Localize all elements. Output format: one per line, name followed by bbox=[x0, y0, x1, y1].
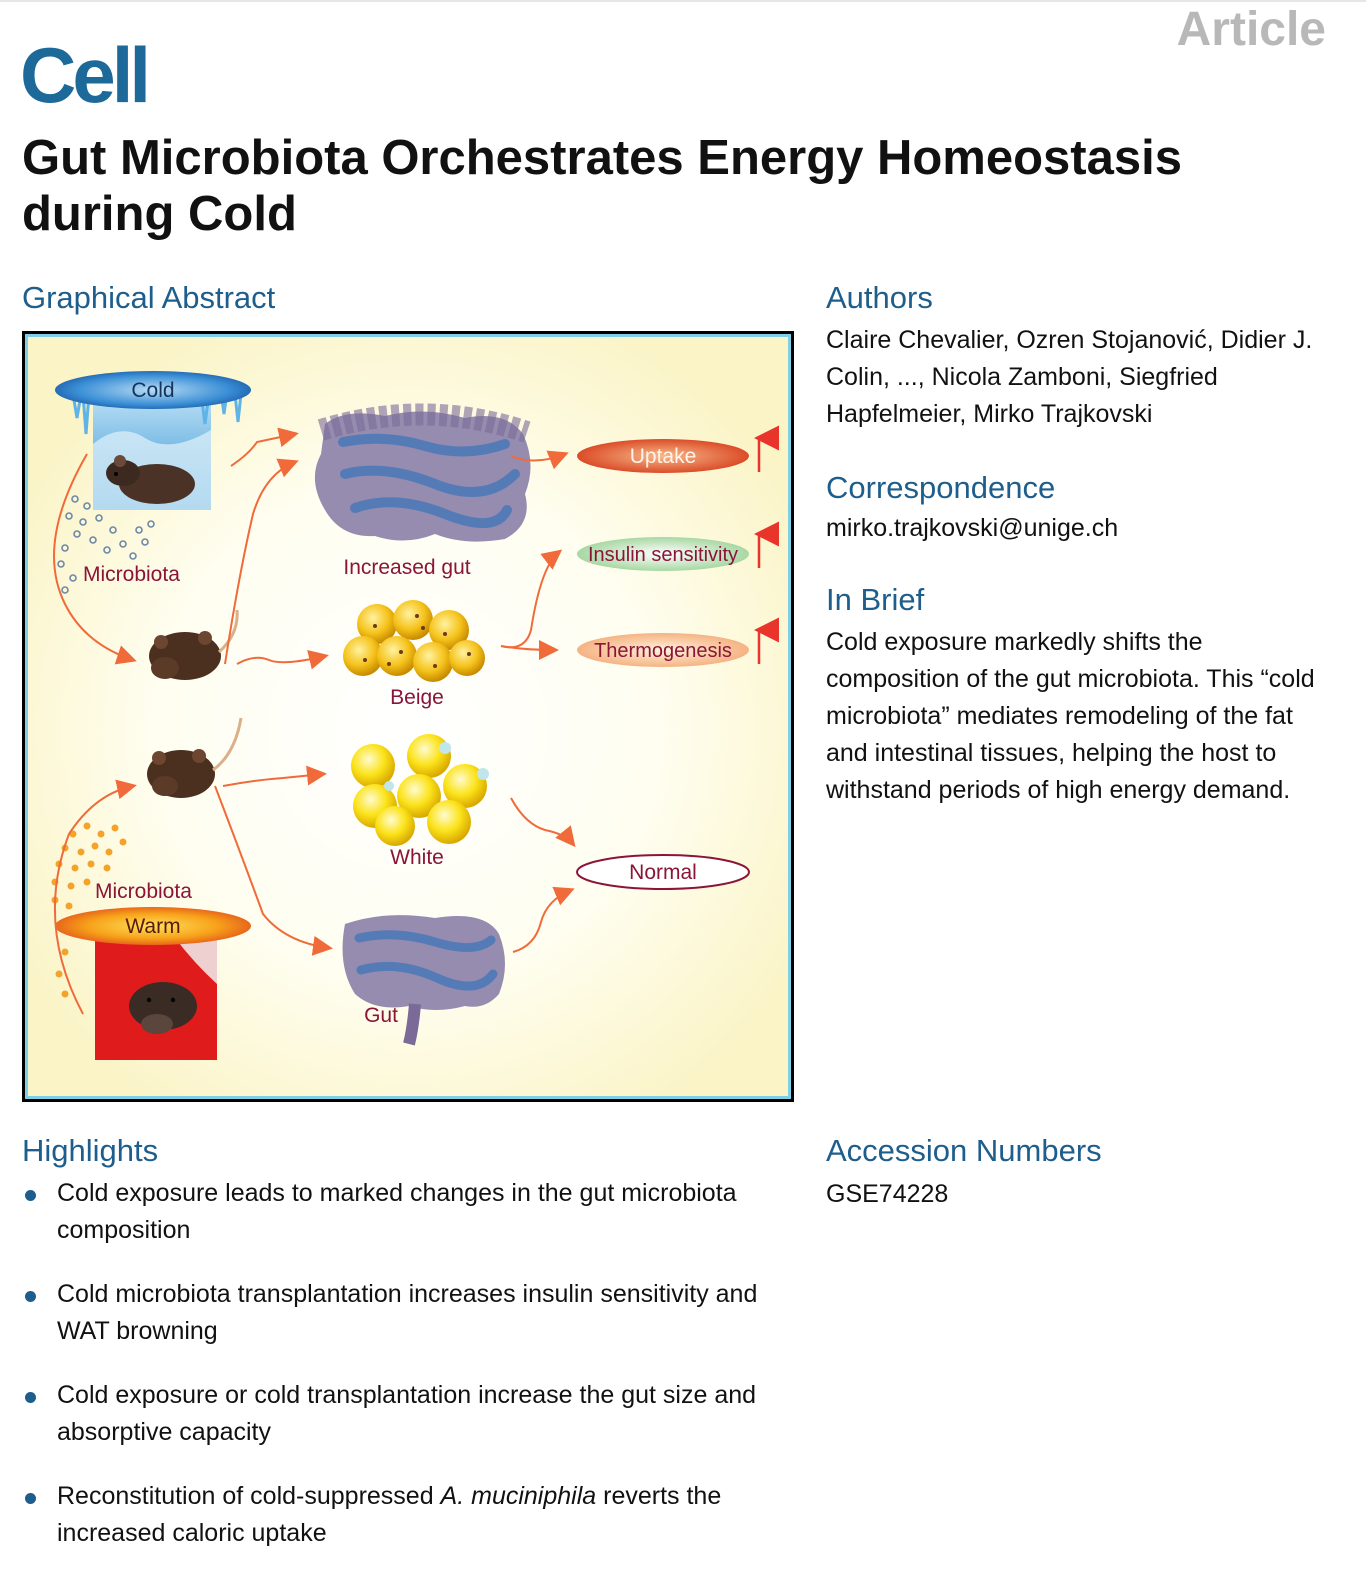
uptake-label: Uptake bbox=[629, 445, 697, 468]
outcome-normal bbox=[577, 855, 749, 889]
highlight-text: Cold microbiota transplantation increases insulin sensitivity and WAT browning bbox=[57, 1280, 758, 1345]
highlight-item bbox=[22, 1377, 802, 1451]
highlight-text-pre: Reconstitution of cold-suppressed bbox=[57, 1482, 441, 1510]
highlight-text: Cold exposure or cold transplantation increase the gut size and absorptive capacity bbox=[57, 1381, 757, 1446]
correspondence-email[interactable]: mirko.trajkovski@unige.ch bbox=[826, 514, 1119, 542]
top-rule bbox=[0, 0, 1366, 2]
in-brief-heading: In Brief bbox=[826, 582, 925, 617]
increased-gut-illustration bbox=[315, 411, 531, 541]
cold-label: Cold bbox=[131, 379, 175, 402]
accession-heading: Accession Numbers bbox=[826, 1133, 1102, 1168]
white-label: White bbox=[390, 846, 444, 869]
article-title: Gut Microbiota Orchestrates Energy Homeostasis during Cold bbox=[22, 131, 1182, 241]
highlight-item bbox=[22, 1478, 802, 1552]
authors-heading: Authors bbox=[826, 280, 933, 315]
warm-label: Warm bbox=[125, 915, 181, 938]
in-brief-text: Cold exposure markedly shifts the composition of the gut microbiota. This “cold microbiota” mediates remodeling of the fat and intestinal tissues, helping the host to withstand periods of high energy demand. bbox=[826, 628, 1315, 804]
graphical-abstract-diagram bbox=[25, 334, 791, 1099]
normal-label: Normal bbox=[629, 861, 697, 884]
highlights-list bbox=[22, 1175, 802, 1579]
highlight-text-post: reverts the increased caloric uptake bbox=[57, 1482, 722, 1547]
graphical-abstract-heading: Graphical Abstract bbox=[22, 280, 276, 315]
increased-gut-label: Increased gut bbox=[343, 556, 471, 579]
correspondence-heading: Correspondence bbox=[826, 470, 1056, 505]
journal-logo: Cell bbox=[20, 31, 148, 119]
bullet-icon bbox=[25, 1493, 36, 1504]
article-type-label: Article bbox=[1176, 3, 1326, 56]
highlights-heading: Highlights bbox=[22, 1133, 159, 1168]
insulin-sensitivity-label: Insulin sensitivity bbox=[587, 544, 739, 566]
authors-list: Claire Chevalier, Ozren Stojanović, Didier J. Colin, ..., Nicola Zamboni, Siegfried Hapfelmeier, Mirko Trajkovski bbox=[826, 326, 1313, 428]
highlight-item bbox=[22, 1175, 802, 1249]
graphical-abstract-figure bbox=[22, 331, 794, 1102]
microbiota-cold-label: Microbiota bbox=[83, 563, 180, 586]
gut-label: Gut bbox=[364, 1004, 398, 1027]
beige-label: Beige bbox=[390, 686, 444, 709]
bullet-icon bbox=[25, 1190, 36, 1201]
bullet-icon bbox=[25, 1291, 36, 1302]
microbiota-warm-label: Microbiota bbox=[95, 880, 192, 903]
species-name: A. muciniphila bbox=[440, 1482, 597, 1510]
accession-number[interactable]: GSE74228 bbox=[826, 1180, 949, 1208]
thermogenesis-label: Thermogenesis bbox=[594, 640, 732, 662]
highlight-item bbox=[22, 1276, 802, 1350]
highlight-text: Cold exposure leads to marked changes in the gut microbiota composition bbox=[57, 1179, 737, 1244]
bullet-icon bbox=[25, 1392, 36, 1403]
